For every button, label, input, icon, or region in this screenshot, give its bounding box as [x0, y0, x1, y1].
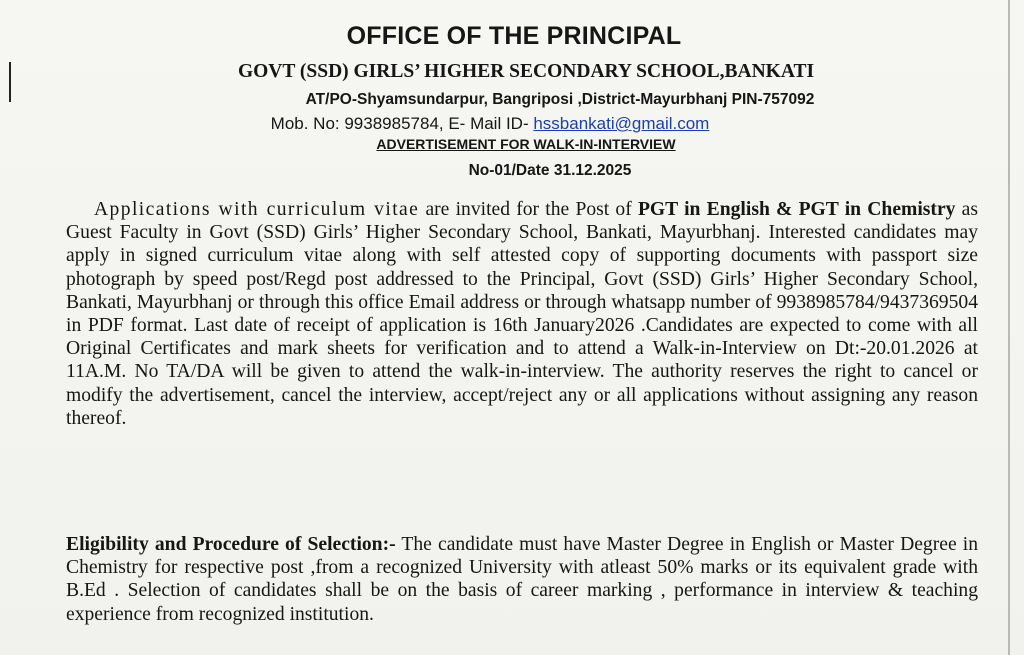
contact-prefix: Mob. No: 9938985784, E- Mail ID- [270, 114, 534, 133]
contact-line [0, 114, 1002, 134]
office-title: OFFICE OF THE PRINCIPAL [346, 22, 682, 50]
reference-number: No-01/Date 31.12.2025 [468, 162, 632, 179]
school-name: GOVT (SSD) GIRLS’ HIGHER SECONDARY SCHOOL,BANKATI [237, 61, 815, 82]
paragraph-part2: as Guest Faculty in Govt (SSD) Girls’ Higher Secondary School, Bankati, Mayurbhanj. Interested candidates may apply in signed curriculum vitae along with self attested copy of supporting documents with passport size photograph by speed post/Regd post addressed to the Principal, Govt (SSD) Girls’ Higher Secondary School, Bankati, Mayurbhanj or through this office Email address or through whatsapp number of 9938985784/9437369504 in PDF format. Last date of receipt of application is 16th January2026 .Candidates are expected to come with all Original Certificates and mark sheets for verification and to attend a Walk-in-Interview on Dt:-20.01.2026 at 11A.M. No TA/DA will be given to attend the walk-in-interview. The authority reserves the right to cancel or modify the advertisement, cancel the interview, accept/reject any or all applications without assigning any reason thereof. [66, 199, 978, 429]
paragraph-part1: are invited for the Post of [419, 199, 638, 220]
advertisement-title: ADVERTISEMENT FOR WALK-IN-INTERVIEW [376, 136, 676, 152]
margin-pen-mark [9, 62, 11, 102]
paragraph-intro: Applications with curriculum vitae [94, 199, 420, 220]
email-link[interactable]: hssbankati@gmail.com [533, 114, 710, 133]
eligibility-heading: Eligibility and Procedure of Selection:- [66, 534, 396, 555]
post-names: PGT in English & PGT in Chemistry [637, 199, 956, 220]
eligibility-text: The candidate must have Master Degree in English or Master Degree in Chemistry for respective post ,from a recognized University with atleast 50% marks or its equivalent grade with B.Ed . Selection of candidates shall be on the basis of career marking , performance in interview & teaching experience from recognized institution. [66, 534, 978, 625]
eligibility-paragraph [66, 533, 978, 626]
main-paragraph [66, 198, 978, 430]
school-address: AT/PO-Shyamsundarpur, Bangriposi ,District-Mayurbhanj PIN-757092 [305, 91, 815, 108]
